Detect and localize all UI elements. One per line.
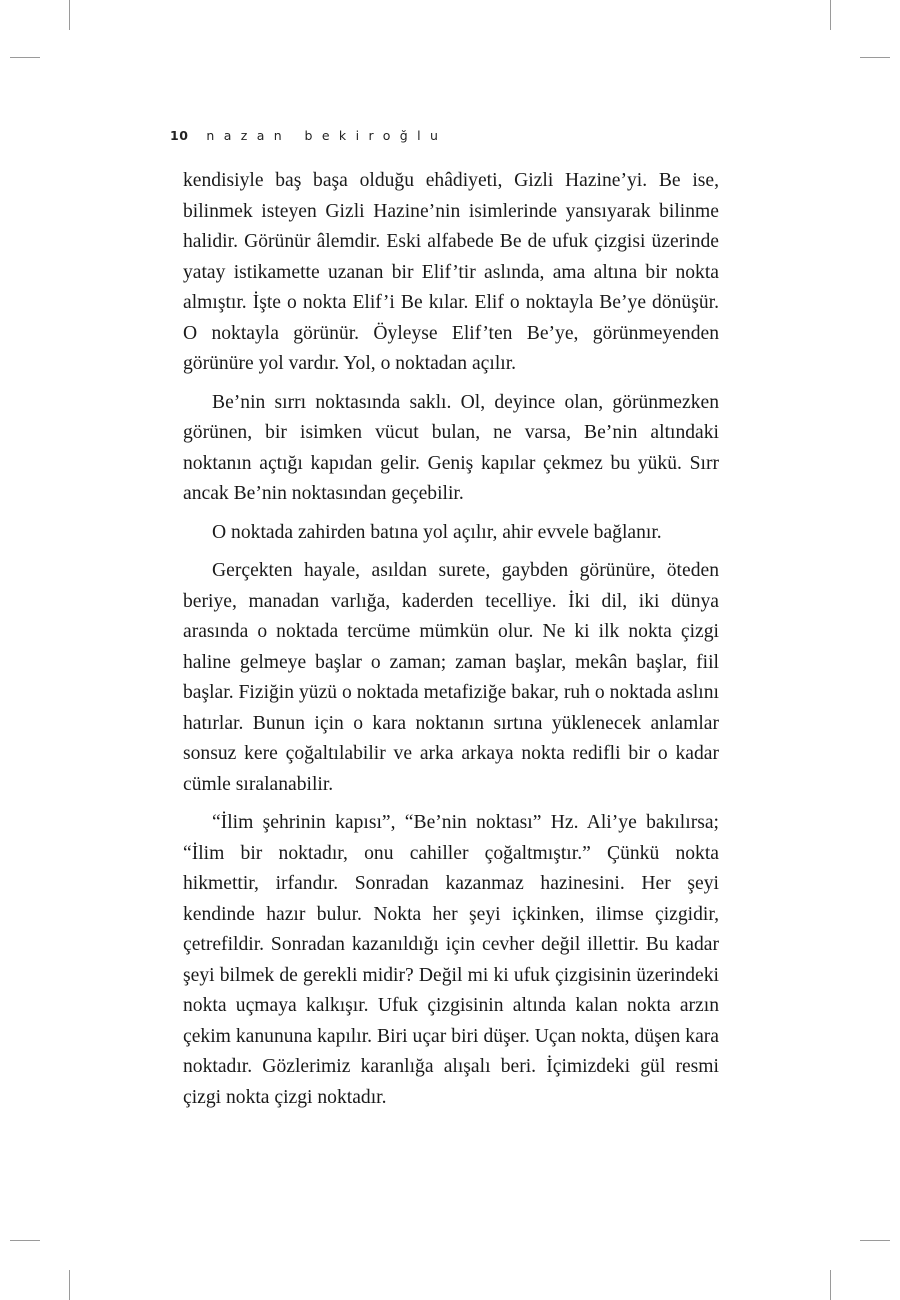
paragraph: kendisiyle baş başa olduğu ehâdiyeti, Gizli Hazine’yi. Be ise, bilinmek isteyen Gizli Hazine’nin isimlerinde yansıyarak bilinme halidir. Görünür âlemdir. Eski alfabede Be de ufuk çizgisi üzerinde yatay istikamette uzanan bir Elif’tir aslında, ama altına bir nokta almıştır. İşte o nokta Elif’i Be kılar. Elif o noktayla Be’ye dönüşür. O noktayla görünür. Öyleyse Elif’ten Be’ye, görünmeyenden görünüre yol vardır. Yol, o noktadan açılır. xyxy=(183,170,719,374)
crop-mark-right-top xyxy=(860,57,890,58)
author-name: nazan bekiroğlu xyxy=(206,128,448,143)
paragraph: Gerçekten hayale, asıldan surete, gaybden görünüre, öteden beriye, manadan varlığa, kaderden tecelliye. İki dil, iki dünya arasında o noktada tercüme mümkün olur. Ne ki ilk nokta çizgi haline gelmeye başlar o zaman; zaman başlar, mekân başlar, fiil başlar. Fiziğin yüzü o noktada metafiziğe bakar, ruh o noktada aslını hatırlar. Bunun için o kara noktanın sırtına yüklenecek anlamlar sonsuz kere çoğaltılabilir ve arka arkaya nokta redifli bir o kadar cümle sıralanabilir. xyxy=(183,560,719,795)
crop-mark-bottom-right xyxy=(830,1270,831,1300)
paragraph: “İlim şehrinin kapısı”, “Be’nin noktası” Hz. Ali’ye bakılırsa; “İlim bir noktadır, onu cahiller çoğaltmıştır.” Çünkü nokta hikmettir, irfandır. Sonradan kazanmaz hazinesini. Her şeyi kendinde hazır bulur. Nokta her şeyi içkinken, ilimse çizgidir, çetrefildir. Sonradan kazanıldığı için cevher değil illettir. Bu kadar şeyi bilmek de gerekli midir? Değil mi ki ufuk çizgisinin üzerindeki nokta uçmaya kalkışır. Ufuk çizgisinin altında kalan nokta arzın çekim kanununa kapılır. Biri uçar biri düşer. Uçan nokta, düşen kara noktadır. Gözlerimiz karanlığa alışalı beri. İçimizdeki gül resmi çizgi nokta çizgi noktadır. xyxy=(183,812,719,1108)
crop-mark-top-right xyxy=(830,0,831,30)
body-text xyxy=(183,166,719,1113)
crop-mark-top-left xyxy=(69,0,70,30)
crop-mark-bottom-left xyxy=(69,1270,70,1300)
crop-mark-left-top xyxy=(10,57,40,58)
running-head xyxy=(170,128,447,143)
paragraph: Be’nin sırrı noktasında saklı. Ol, deyince olan, görünmezken görünen, bir isimken vücut bulan, ne varsa, Be’nin altındaki noktanın açtığı kapıdan gelir. Geniş kapılar çekmez bu yükü. Sırr ancak Be’nin noktasından geçebilir. xyxy=(183,391,719,504)
crop-mark-left-bottom xyxy=(10,1240,40,1241)
paragraph: O noktada zahirden batına yol açılır, ahir evvele bağlanır. xyxy=(212,521,662,543)
crop-mark-right-bottom xyxy=(860,1240,890,1241)
page-number: 10 xyxy=(170,128,189,143)
